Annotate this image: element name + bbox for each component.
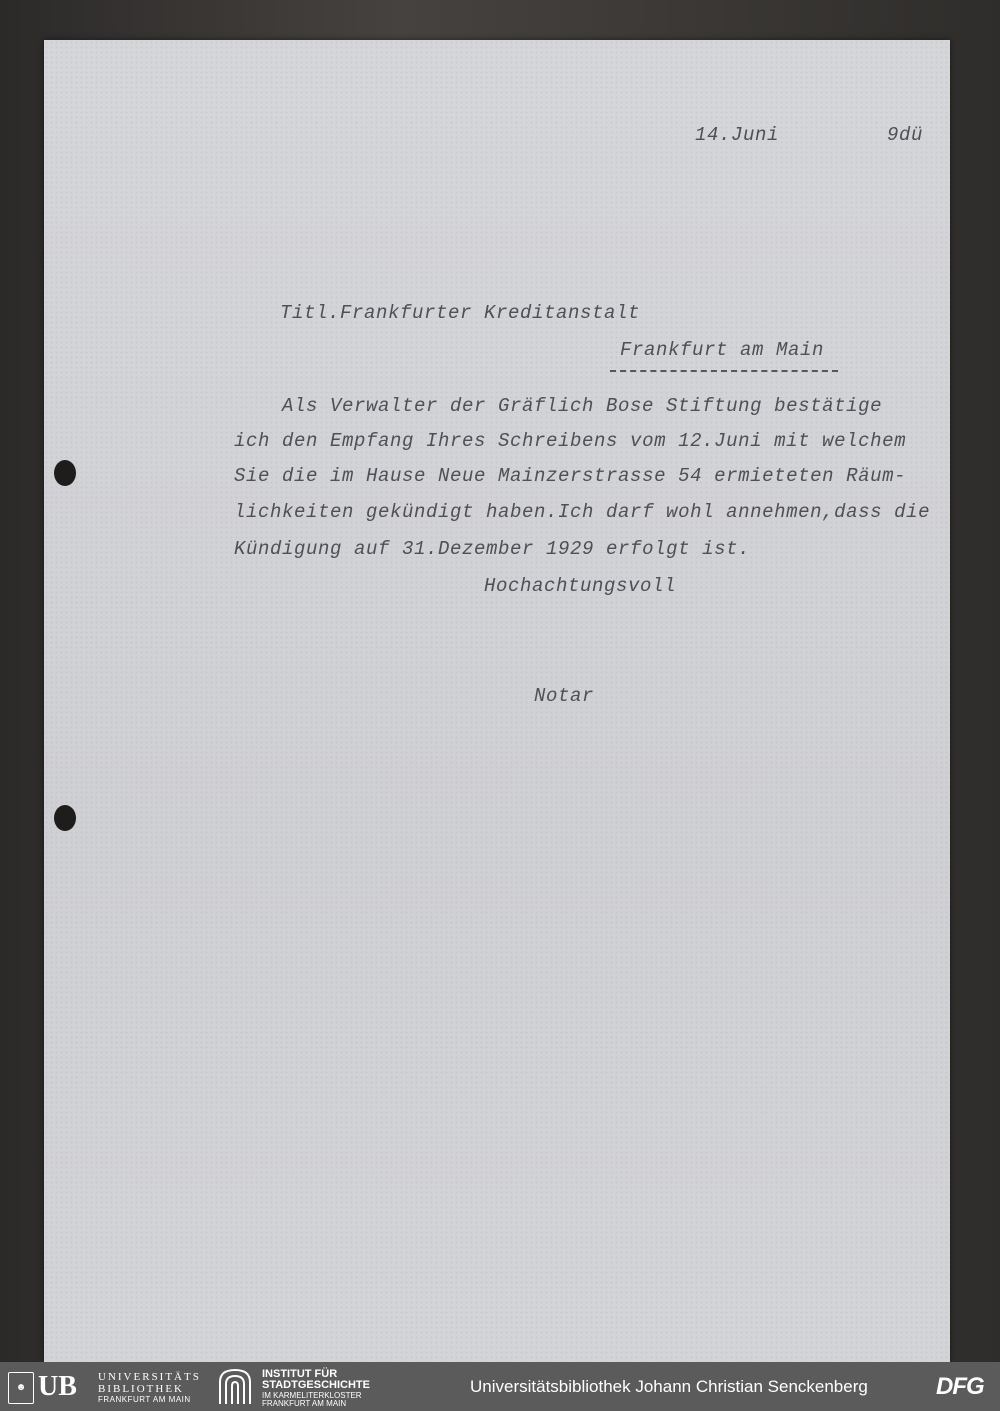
isg-line-1: INSTITUT FÜR — [262, 1368, 338, 1380]
isg-line-2: STADTGESCHICHTE — [262, 1379, 370, 1391]
ub-line-2: BIBLIOTHEK — [98, 1383, 184, 1395]
isg-line-4: FRANKFURT AM MAIN — [262, 1399, 347, 1408]
body-line-5: Kündigung auf 31.Dezember 1929 erfolgt ist. — [234, 538, 751, 560]
ub-logo[interactable] — [8, 1369, 208, 1405]
body-line-3: Sie die im Hause Neue Mainzerstrasse 54 ermieteten Räum- — [234, 465, 907, 487]
ub-line-3: FRANKFURT AM MAIN — [98, 1395, 191, 1404]
footer-bar — [0, 1362, 1000, 1411]
arches-icon — [218, 1368, 252, 1404]
ub-letters: UB — [38, 1371, 77, 1402]
recipient-name: Titl.Frankfurter Kreditanstalt — [280, 302, 641, 324]
isg-line-3: IM KARMELITERKLOSTER — [262, 1391, 362, 1400]
closing: Hochachtungsvoll — [484, 575, 677, 597]
isg-logo[interactable] — [218, 1368, 418, 1406]
body-line-2: ich den Empfang Ihres Schreibens vom 12.Juni mit welchem — [234, 430, 907, 452]
recipient-city: Frankfurt am Main — [620, 339, 825, 361]
body-line-1: Als Verwalter der Gräflich Bose Stiftung bestätige — [282, 395, 883, 417]
portrait-icon: ☻ — [8, 1372, 34, 1404]
ub-line-1: UNIVERSITÄTS — [98, 1371, 201, 1383]
punch-hole-top — [54, 460, 76, 486]
dfg-logo[interactable]: DFG — [936, 1373, 984, 1400]
city-underline — [610, 370, 838, 372]
signature: Notar — [534, 685, 595, 707]
letter-date: 14.Juni — [695, 124, 780, 146]
punch-hole-bottom — [54, 805, 76, 831]
body-line-4: lichkeiten gekündigt haben.Ich darf wohl annehmen,dass die — [234, 501, 931, 523]
library-name: Universitätsbibliothek Johann Christian Senckenberg — [470, 1377, 868, 1396]
letter-reference: 9dü — [887, 124, 924, 146]
letter-page — [44, 40, 950, 1362]
